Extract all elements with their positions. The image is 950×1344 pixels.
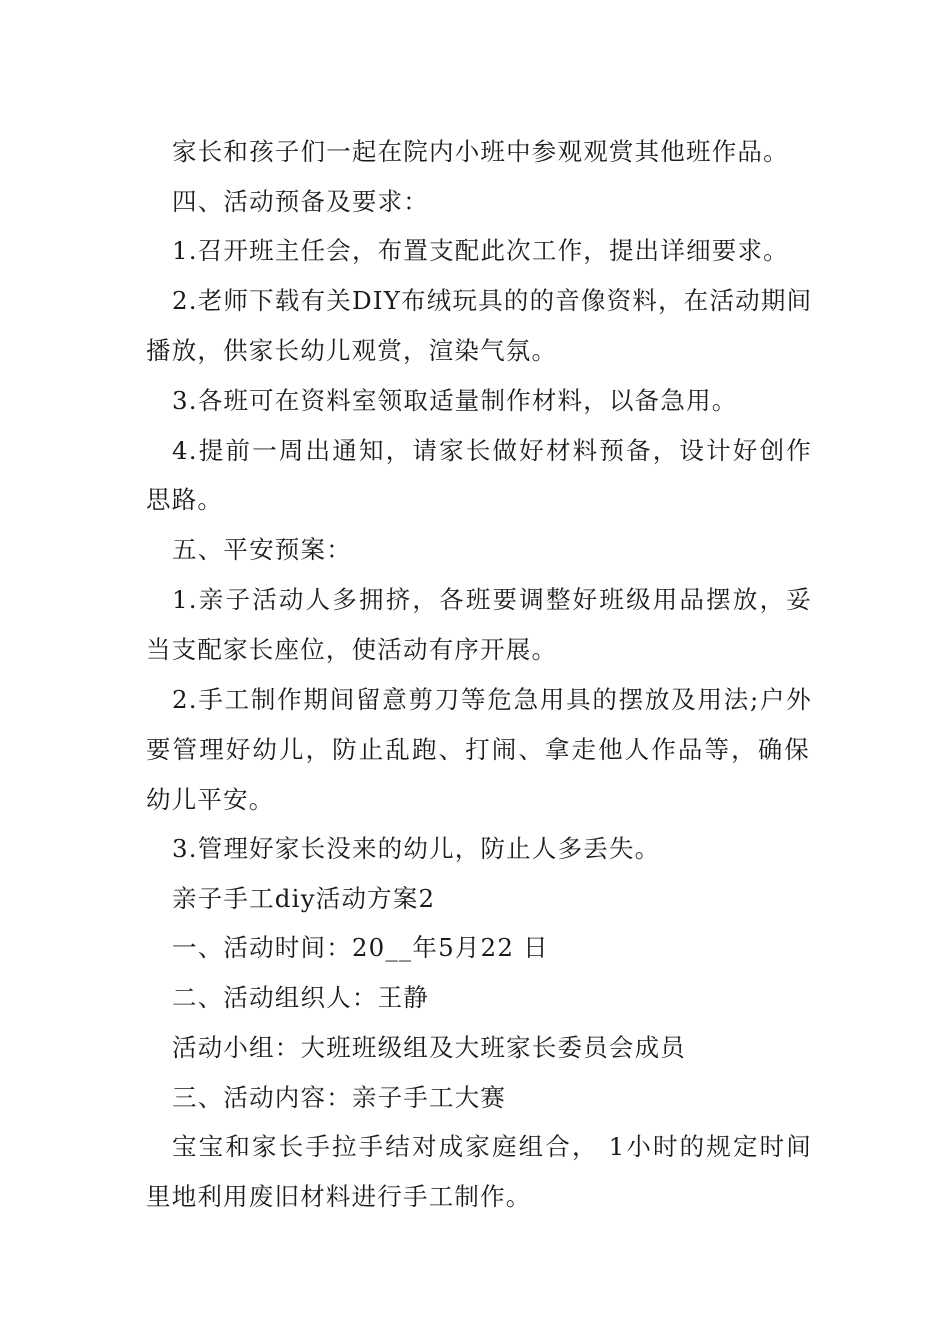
paragraph-line: 2.老师下载有关DIY布绒玩具的的音像资料，在活动期间: [172, 286, 813, 315]
paragraph-line: 播放，供家长幼儿观赏，渲染气氛。: [146, 336, 558, 365]
paragraph-line: 幼儿平安。: [146, 785, 275, 814]
paragraph-line: 思路。: [146, 485, 224, 514]
paragraph-line: 1.亲子活动人多拥挤，各班要调整好班级用品摆放，妥: [172, 585, 812, 614]
paragraph-line: 活动小组：大班班级组及大班家长委员会成员: [172, 1033, 686, 1062]
paragraph-line: 宝宝和家长手拉手结对成家庭组合， 1小时的规定时间: [172, 1132, 812, 1161]
paragraph-line: 2.手工制作期间留意剪刀等危急用具的摆放及用法;户外: [172, 685, 812, 714]
section-heading: 四、活动预备及要求：: [172, 187, 429, 216]
section-heading: 三、活动内容：亲子手工大赛: [172, 1083, 507, 1112]
paragraph-line: 4.提前一周出通知，请家长做好材料预备，设计好创作: [172, 436, 812, 465]
paragraph-line: 3.管理好家长没来的幼儿，防止人多丢失。: [172, 834, 661, 863]
section-heading: 五、平安预案：: [172, 535, 352, 564]
document-subtitle: 亲子手工diy活动方案2: [172, 884, 436, 913]
paragraph-line: 3.各班可在资料室领取适量制作材料，以备急用。: [172, 386, 738, 415]
paragraph-line: 1.召开班主任会，布置支配此次工作，提出详细要求。: [172, 236, 789, 265]
section-heading: 二、活动组织人：王静: [172, 983, 429, 1012]
paragraph-line: 里地利用废旧材料进行手工制作。: [146, 1182, 532, 1211]
paragraph-line: 当支配家长座位，使活动有序开展。: [146, 635, 558, 664]
section-heading: 一、活动时间：20__年5月22 日: [172, 933, 549, 962]
paragraph-line: 家长和孩子们一起在院内小班中参观观赏其他班作品。: [172, 137, 789, 166]
paragraph-line: 要管理好幼儿，防止乱跑、打闹、拿走他人作品等，确保: [146, 735, 810, 764]
